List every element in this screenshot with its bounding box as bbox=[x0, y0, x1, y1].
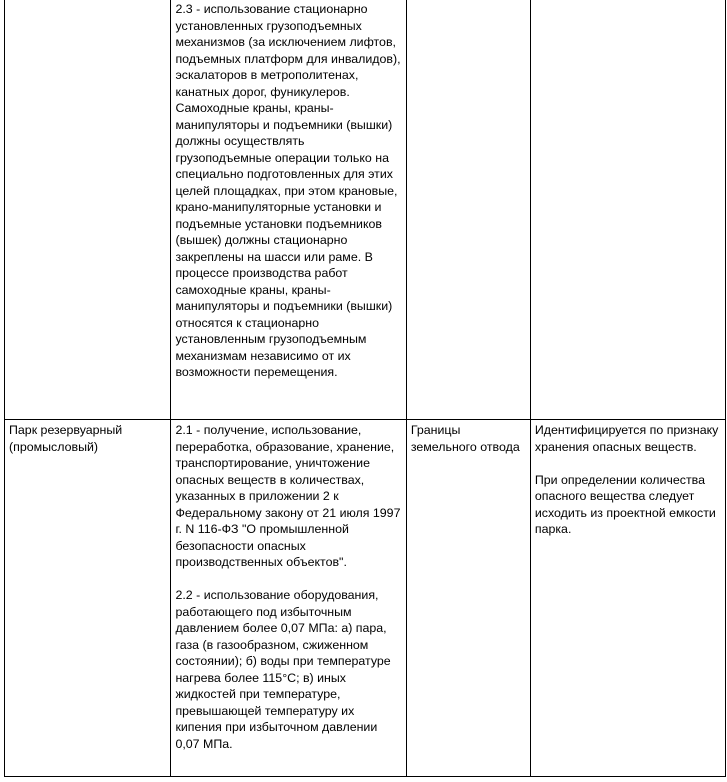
hazard-criterion-2-2: 2.2 - использование оборудования, работающего под избыточным давлением более 0,07 МПа: а) пара, газа (в газообразном, сжиженном состоянии); б) воды при температуре нагрева более 115°С; в) иных жидкостей при температуре, превышающей температуру их кипения при избыточном давлении 0,07 МПа. bbox=[175, 588, 391, 751]
identification-note: Идентифицируется по признаку хранения опасных веществ. bbox=[534, 423, 719, 454]
hazard-criterion-2-3: 2.3 - использование стационарно установленных грузоподъемных механизмов (за исключением лифтов, подъемных платформ для инвалидов), эскалаторов в метрополитенах, канатных дорог, фуникулеров. Самоходные краны, краны-манипуляторы и подъемники (вышки) должны осуществлять грузоподъемные операции только на специально подготовленных для этих целей площадках, при этом крановые, крано-манипуляторные установки и подъемные установки подъемников (вышек) должны стационарно закреплены на шасси или раме. В процессе производства работ самоходные краны, краны-манипуляторы и подъемники (вышки) относятся к стационарно установленным грузоподъемным механизмам независимо от их возможности перемещения. bbox=[175, 2, 401, 379]
object-name: Парк резервуарный (промысловый) bbox=[9, 423, 123, 454]
object-name-cell bbox=[5, 0, 171, 420]
table-row bbox=[5, 420, 726, 777]
boundary-text: Границы земельного отвода bbox=[410, 423, 520, 454]
boundary-cell bbox=[406, 420, 530, 777]
paragraph-gap bbox=[175, 571, 401, 588]
document-table bbox=[4, 0, 726, 777]
table-row bbox=[5, 0, 726, 420]
quantity-note: При определении количества опасного вещества следует исходить из проектной емкости парка. bbox=[534, 472, 716, 536]
hazard-criterion-2-1: 2.1 - получение, использование, переработка, образование, хранение, транспортирование, уничтожение опасных веществ в количествах, указанных в приложении 2 к Федеральному закону от 21 июля 1997 г. N 116-ФЗ "О промышленной безопасности опасных производственных объектов". bbox=[175, 423, 401, 569]
boundary-cell bbox=[406, 0, 530, 420]
notes-cell bbox=[530, 420, 725, 777]
notes-cell bbox=[530, 0, 725, 420]
paragraph-gap bbox=[535, 455, 721, 472]
hazard-criteria-cell bbox=[171, 420, 406, 777]
hazard-criteria-cell bbox=[171, 0, 406, 420]
object-name-cell bbox=[5, 420, 171, 777]
